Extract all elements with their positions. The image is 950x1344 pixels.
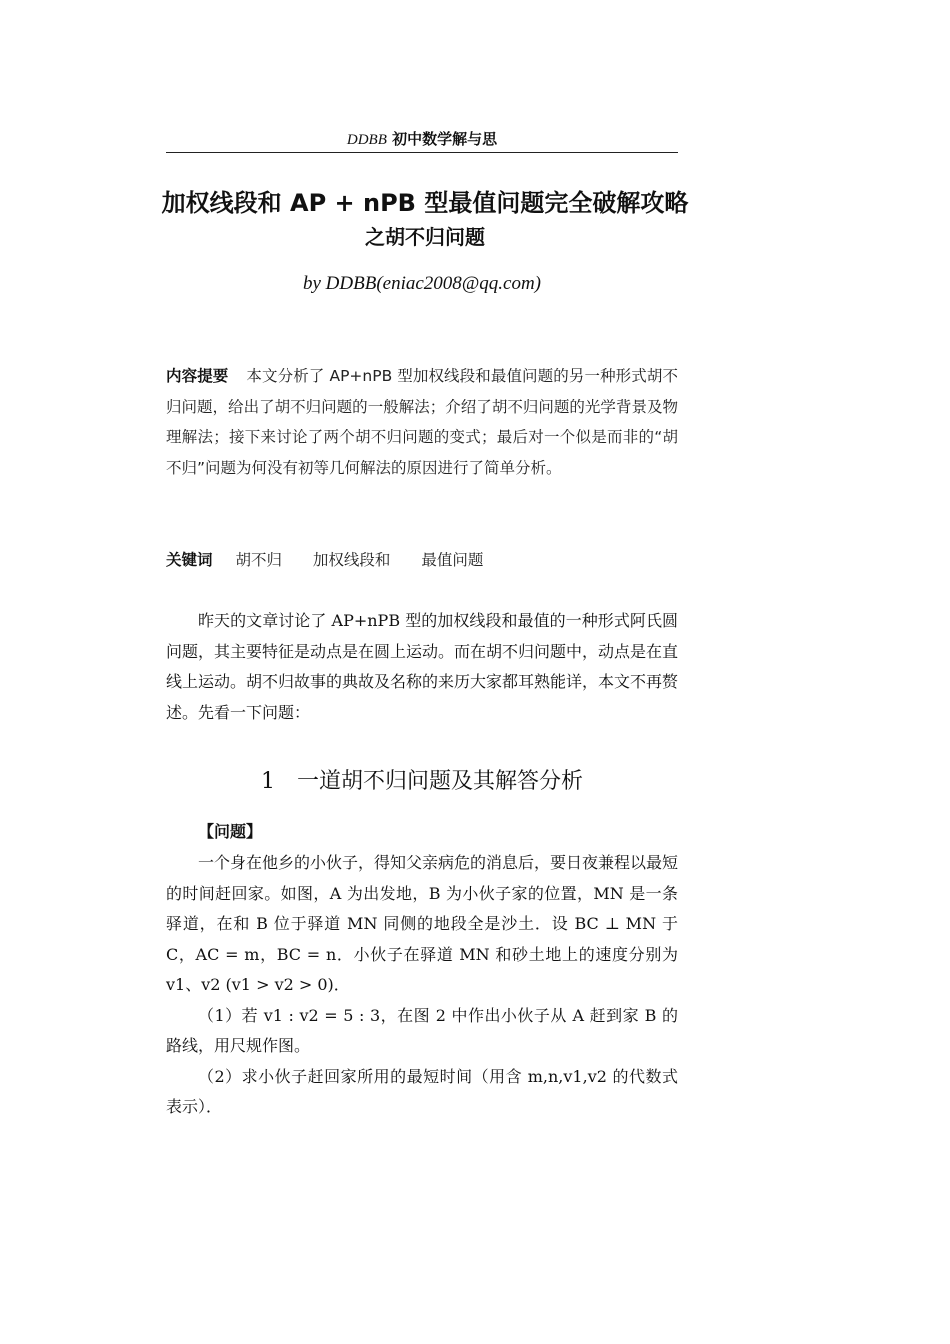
header-brand: DDBB [346,132,387,148]
author-line: by DDBB(eniac2008@qq.com) [302,273,542,294]
problem-statement: 一个身在他乡的小伙子，得知父亲病危的消息后，要日夜兼程以最短的时间赶回家。如图，A 为出发地，B 为小伙子家的位置，MN 是一条驿道，在和 B 位于驿道 MN 同侧的地段全是沙土．设 BC ⊥ MN 于 C，AC = m，BC = n．小伙子在驿道 MN 和砂土地上的速度分别为 v1、v2 (v1 > v2 > 0)． [166,853,679,994]
problem-label: 【问题】 [198,822,263,841]
keyword: 加权线段和 [312,551,391,569]
paper-subtitle: 之胡不归问题 [365,225,485,249]
keyword: 胡不归 [235,551,282,569]
abstract-text: 本文分析了 AP+nPB 型加权线段和最值问题的另一种形式胡不归问题，给出了胡不归问题的一般解法；介绍了胡不归问题的光学背景及物理解法；接下来讨论了两个胡不归问题的变式；最后对一个似是而非的“胡不归”问题为何没有初等几何解法的原因进行了简单分析。 [166,367,678,477]
keywords-block [166,545,678,576]
problem-question-1: （1）若 v1 : v2 = 5 : 3，在图 2 中作出小伙子从 A 赶到家 B 的路线，用尺规作图。 [166,1005,678,1055]
header-rule [166,152,678,153]
section-title: 一道胡不归问题及其解答分析 [296,769,583,794]
keywords-label: 关键词 [166,551,213,569]
problem-question-2: （2）求小伙子赶回家所用的最短时间（用含 m,n,v1,v2 的代数式表示）． [166,1066,678,1116]
paper-title: 加权线段和 AP + nPB 型最值问题完全破解攻略 [161,189,689,217]
abstract-block [166,361,678,483]
abstract-label: 内容提要 [166,367,229,385]
header-text: 初中数学解与思 [386,130,498,148]
intro-paragraph: 昨天的文章讨论了 AP+nPB 型的加权线段和最值的一种形式阿氏圆问题，其主要特征是动点是在圆上运动。而在胡不归问题中，动点是在直线上运动。胡不归故事的典故及名称的来历大家都耳熟能详，本文不再赘述。先看一下问题： [166,611,679,722]
running-header [166,128,678,151]
keyword: 最值问题 [421,551,484,569]
section-number: 1 [260,769,275,794]
section-heading [166,765,678,799]
problem-body [166,848,678,1123]
